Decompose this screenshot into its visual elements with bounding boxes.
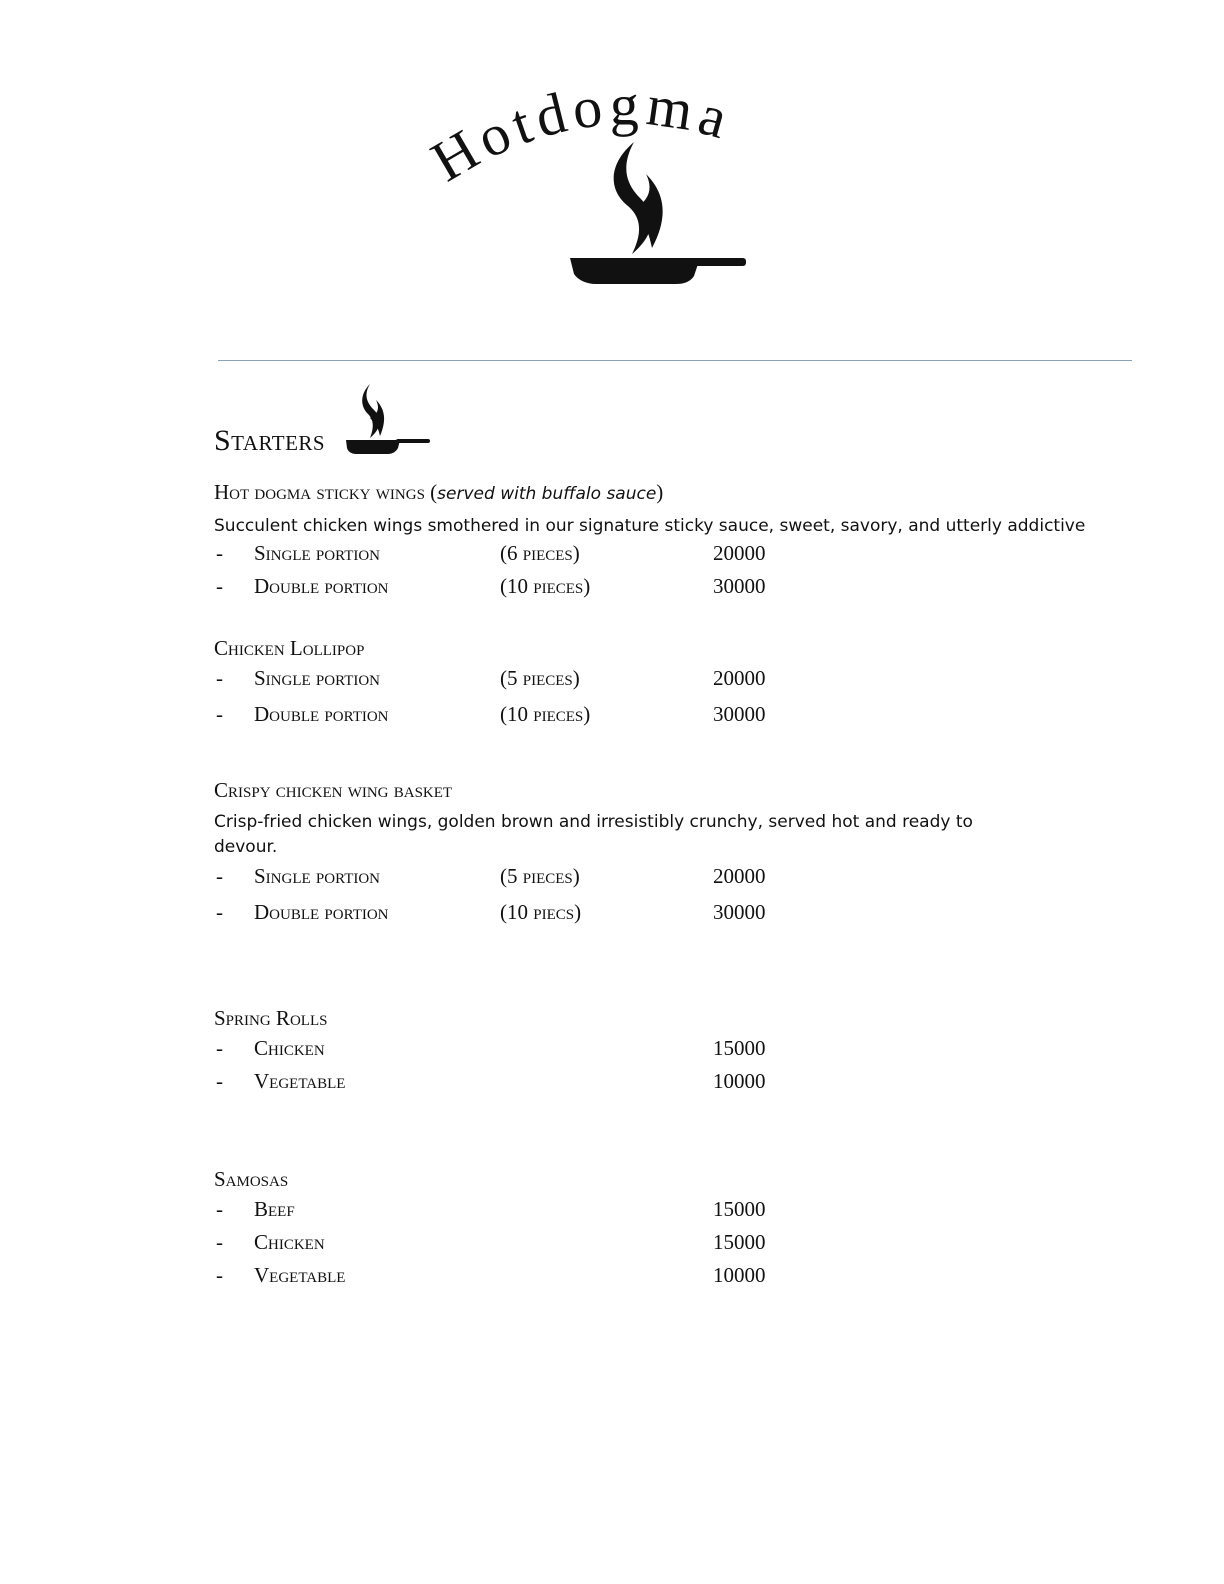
option-name: Double portion [254, 900, 389, 924]
brand-logo [420, 78, 840, 298]
option-row [214, 1197, 1114, 1230]
option-price: 30000 [713, 900, 766, 924]
option-dash: - [216, 900, 223, 924]
header-divider [218, 360, 1132, 361]
option-row [214, 864, 1114, 900]
option-row [214, 1230, 1114, 1263]
option-price: 10000 [713, 1263, 766, 1287]
option-pieces: (5 pieces) [500, 666, 580, 690]
option-row [214, 1069, 1114, 1102]
option-dash: - [216, 541, 223, 565]
option-price: 15000 [713, 1197, 766, 1221]
option-dash: - [216, 574, 223, 598]
item-title: Chicken Lollipop [214, 636, 365, 660]
option-price: 30000 [713, 574, 766, 598]
option-price: 20000 [713, 864, 766, 888]
logo-wordmark [421, 78, 741, 194]
item-title: Crispy chicken wing basket [214, 778, 453, 802]
option-name: Single portion [254, 666, 381, 690]
option-price: 30000 [713, 702, 766, 726]
option-name: Double portion [254, 702, 389, 726]
menu-item-crispy-basket [214, 776, 1114, 933]
option-row [214, 574, 1114, 607]
option-row [214, 666, 1114, 702]
option-name: Chicken [254, 1230, 325, 1254]
item-description: Crisp-fried chicken wings, golden brown and irresistibly crunchy, served hot and ready to devour. [214, 812, 973, 857]
option-pieces: (6 pieces) [500, 541, 580, 565]
logo-graphic [420, 78, 840, 298]
option-dash: - [216, 1263, 223, 1287]
option-dash: - [216, 666, 223, 690]
item-note: served with buffalo sauce [437, 484, 657, 504]
item-title: Spring Rolls [214, 1006, 328, 1030]
option-row [214, 541, 1114, 574]
option-pieces: (5 pieces) [500, 864, 580, 888]
option-dash: - [216, 702, 223, 726]
option-price: 15000 [713, 1230, 766, 1254]
option-pieces: (10 piecs) [500, 900, 582, 924]
option-row [214, 702, 1114, 735]
option-dash: - [216, 1197, 223, 1221]
option-price: 10000 [713, 1069, 766, 1093]
section-title: Starters [214, 424, 326, 457]
option-name: Beef [254, 1197, 295, 1221]
option-row [214, 1036, 1114, 1069]
option-name: Single portion [254, 864, 381, 888]
item-note-close: ) [656, 480, 664, 504]
option-name: Vegetable [254, 1069, 346, 1093]
option-pieces: (10 pieces) [500, 702, 591, 726]
option-dash: - [216, 1069, 223, 1093]
option-dash: - [216, 1036, 223, 1060]
section-pan-icon [342, 382, 432, 456]
option-pieces: (10 pieces) [500, 574, 591, 598]
item-description: Succulent chicken wings smothered in our signature sticky sauce, sweet, savory, and utterly addictive [214, 516, 1086, 536]
menu-item-chicken-lollipop [214, 634, 1114, 735]
option-name: Vegetable [254, 1263, 346, 1287]
menu-item-samosas [214, 1165, 1114, 1296]
menu-item-spring-rolls [214, 1004, 1114, 1102]
option-dash: - [216, 1230, 223, 1254]
option-name: Chicken [254, 1036, 325, 1060]
item-note-open: ( [424, 480, 438, 504]
option-row [214, 900, 1114, 933]
option-price: 15000 [713, 1036, 766, 1060]
option-name: Double portion [254, 574, 389, 598]
option-price: 20000 [713, 541, 766, 565]
option-name: Single portion [254, 541, 381, 565]
option-price: 20000 [713, 666, 766, 690]
pan-icon [570, 258, 746, 284]
item-title: Samosas [214, 1167, 289, 1191]
flame-icon [614, 142, 663, 254]
item-title [214, 478, 1114, 506]
option-dash: - [216, 864, 223, 888]
menu-item-sticky-wings [214, 478, 1114, 607]
logo-wordmark-text: Hotdogma [420, 78, 741, 194]
option-row [214, 1263, 1114, 1296]
item-title-text: Hot dogma sticky wings [214, 480, 425, 504]
